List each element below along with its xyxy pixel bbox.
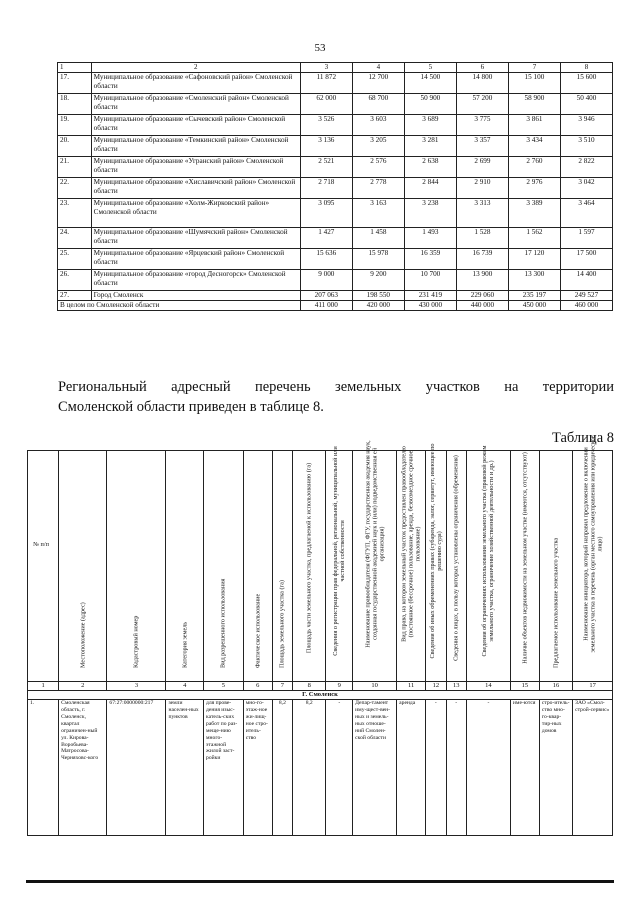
- total-value-cell: 420 000: [352, 300, 404, 310]
- value-cell: 2 844: [404, 177, 456, 198]
- column-number-cell: 17: [573, 682, 613, 691]
- column-header-cell: [446, 451, 466, 682]
- paragraph-word: Региональный: [58, 379, 147, 395]
- row-number-cell: 17.: [58, 72, 92, 93]
- column-header-text: Площадь части земельного участка, предлагаемой к использованию (га): [305, 462, 313, 654]
- data-cell: аренда: [397, 699, 426, 835]
- column-header-text: Фактическое использование: [253, 593, 261, 668]
- value-cell: 12 700: [352, 72, 404, 93]
- value-cell: 3 313: [456, 198, 508, 227]
- value-cell: 3 946: [560, 114, 612, 135]
- value-cell: 3 136: [300, 135, 352, 156]
- value-cell: 2 910: [456, 177, 508, 198]
- value-cell: 10 700: [404, 269, 456, 290]
- total-row: [58, 300, 613, 310]
- value-cell: 14 400: [560, 269, 612, 290]
- data-cell: -: [426, 699, 446, 835]
- municipality-name-cell: Муниципальное образование «Ярцевский район» Смоленской области: [91, 248, 300, 269]
- data-cell: земли населен-ных пунктов: [166, 699, 204, 835]
- column-number-cell: 2: [91, 63, 300, 73]
- paragraph-word: перечень: [254, 379, 311, 395]
- column-header-text: № п/п: [33, 541, 49, 548]
- value-cell: 2 976: [508, 177, 560, 198]
- value-cell: 3 434: [508, 135, 560, 156]
- column-header-text: Вид права, на котором земельный участок предоставлен правообладателю (постоянное (бессрочное) пользование, аренда, безвозмездное срочное пользование): [400, 445, 422, 642]
- value-cell: 58 900: [508, 93, 560, 114]
- value-cell: 15 978: [352, 248, 404, 269]
- value-cell: 198 550: [352, 290, 404, 300]
- row-number-cell: 22.: [58, 177, 92, 198]
- paragraph-word: территории: [542, 379, 614, 395]
- municipality-name-cell: Муниципальное образование «Сафоновский район» Смоленской области: [91, 72, 300, 93]
- column-header-cell: [107, 451, 166, 682]
- value-cell: 1 427: [300, 227, 352, 248]
- column-number-cell: 9: [326, 682, 353, 691]
- value-cell: 15 100: [508, 72, 560, 93]
- row-number-cell: 18.: [58, 93, 92, 114]
- column-header-cell: [466, 445, 510, 682]
- data-cell: для прове-дения изыс-катель-ских работ по раз-меще-нию много-этажной жилой заст-ройки: [204, 699, 244, 835]
- value-cell: 3 861: [508, 114, 560, 135]
- column-number-cell: 1: [58, 63, 92, 73]
- value-cell: 50 400: [560, 93, 612, 114]
- column-header-text: Вид разрешенного использования: [219, 578, 227, 668]
- table-row: [58, 290, 613, 300]
- table-row: [58, 93, 613, 114]
- column-header-text: Наличие объектов недвижимости на земельном участке (имеются, отсутствуют): [521, 452, 529, 664]
- row-number-cell: 27.: [58, 290, 92, 300]
- value-cell: 3 042: [560, 177, 612, 198]
- paragraph-word: адресный: [171, 379, 231, 395]
- paragraph-line-2: Смоленской области приведен в таблице 8.: [58, 399, 324, 415]
- column-number-cell: 3: [300, 63, 352, 73]
- column-header-cell: [243, 451, 272, 682]
- value-cell: 1 528: [456, 227, 508, 248]
- column-header-cell: [272, 451, 292, 682]
- column-number-cell: 1: [28, 682, 59, 691]
- total-value-cell: 411 000: [300, 300, 352, 310]
- value-cell: 13 300: [508, 269, 560, 290]
- data-cell: ЗАО «Смол-строй-сервис»: [573, 699, 613, 835]
- value-cell: 3 603: [352, 114, 404, 135]
- value-cell: 3 205: [352, 135, 404, 156]
- table-row: [58, 135, 613, 156]
- row-number-cell: 23.: [58, 198, 92, 227]
- column-header-cell: [573, 435, 613, 682]
- data-cell: стро-итель-ство мно-го-квар-тир-ных домов: [539, 699, 572, 835]
- value-cell: 1 597: [560, 227, 612, 248]
- municipality-name-cell: Муниципальное образование «Хиславичский район» Смоленской области: [91, 177, 300, 198]
- value-cell: 15 600: [560, 72, 612, 93]
- data-cell: 8,2: [272, 699, 292, 835]
- value-cell: 9 000: [300, 269, 352, 290]
- total-value-cell: 460 000: [560, 300, 612, 310]
- column-header-text: Площадь земельного участка (га): [278, 579, 286, 668]
- value-cell: 3 163: [352, 198, 404, 227]
- value-cell: 17 500: [560, 248, 612, 269]
- data-cell: 67:27:0000000:217: [107, 699, 166, 835]
- data-cell: -: [466, 699, 510, 835]
- page-bottom-rule: [26, 880, 614, 883]
- table-row: [28, 699, 613, 835]
- value-cell: 1 493: [404, 227, 456, 248]
- column-header-cell: [397, 445, 426, 682]
- value-cell: 15 636: [300, 248, 352, 269]
- value-cell: 9 200: [352, 269, 404, 290]
- column-number-cell: 5: [404, 63, 456, 73]
- total-value-cell: 430 000: [404, 300, 456, 310]
- column-number-cell: 11: [397, 682, 426, 691]
- value-cell: 3 464: [560, 198, 612, 227]
- row-number-cell: 20.: [58, 135, 92, 156]
- section-title-cell: Г. Смоленск: [28, 690, 613, 699]
- value-cell: 3 510: [560, 135, 612, 156]
- value-cell: 2 778: [352, 177, 404, 198]
- paragraph-word: участков: [425, 379, 480, 395]
- row-number-cell: 19.: [58, 114, 92, 135]
- column-number-cell: 8: [293, 682, 326, 691]
- table-7-header-row: [58, 63, 613, 73]
- value-cell: 231 419: [404, 290, 456, 300]
- paragraph-word: на: [504, 379, 519, 395]
- value-cell: 207 063: [300, 290, 352, 300]
- row-number-cell: 24.: [58, 227, 92, 248]
- row-number-cell: 25.: [58, 248, 92, 269]
- value-cell: 16 359: [404, 248, 456, 269]
- municipality-name-cell: Муниципальное образование «Темкинский район» Смоленской области: [91, 135, 300, 156]
- municipality-name-cell: Город Смоленск: [91, 290, 300, 300]
- page-number: 53: [314, 42, 326, 54]
- column-number-cell: 15: [510, 682, 539, 691]
- column-number-cell: 12: [426, 682, 446, 691]
- column-number-cell: 13: [446, 682, 466, 691]
- table-row: [58, 198, 613, 227]
- value-cell: 2 699: [456, 156, 508, 177]
- column-header-text: Кадастровый номер: [132, 615, 140, 668]
- column-number-cell: 5: [204, 682, 244, 691]
- municipality-name-cell: Муниципальное образование «Холм-Жирковский район» Смоленской области: [91, 198, 300, 227]
- column-header-text: Предлагаемое использование земельного участка: [552, 537, 560, 668]
- column-header-text: Местоположение (адрес): [79, 601, 87, 668]
- value-cell: 16 739: [456, 248, 508, 269]
- column-header-cell: [204, 451, 244, 682]
- table-7-continuation: [57, 62, 613, 311]
- value-cell: 1 562: [508, 227, 560, 248]
- value-cell: 3 689: [404, 114, 456, 135]
- value-cell: 57 200: [456, 93, 508, 114]
- column-number-cell: 7: [272, 682, 292, 691]
- table-8-number-row: [28, 682, 613, 691]
- column-number-cell: 6: [456, 63, 508, 73]
- total-value-cell: 440 000: [456, 300, 508, 310]
- column-header-text: Категория земель: [181, 621, 189, 668]
- value-cell: 14 800: [456, 72, 508, 93]
- data-cell: 1.: [28, 699, 59, 835]
- data-cell: Смоленская область, г. Смоленск, квартал ограничен-ный ул. Кирова-Воробьева-Матросова-Черняховс-кого: [59, 699, 107, 835]
- data-cell: -: [446, 699, 466, 835]
- column-header-text: Сведения об ограничениях использования земельного участка (правовой режим земельного участка, ограничение хозяйственной деятельности и др.): [481, 445, 496, 657]
- column-number-cell: 4: [352, 63, 404, 73]
- value-cell: 11 872: [300, 72, 352, 93]
- value-cell: 3 095: [300, 198, 352, 227]
- value-cell: 13 900: [456, 269, 508, 290]
- value-cell: 3 281: [404, 135, 456, 156]
- data-cell: мно-го-этаж-ное жи-лищ-ное стро-итель-ство: [243, 699, 272, 835]
- column-header-text: Сведения о регистрации прав федеральной, региональной, муниципальной или частной собственности: [332, 446, 347, 656]
- column-header-cell: [28, 451, 59, 682]
- value-cell: 2 760: [508, 156, 560, 177]
- total-label-cell: В целом по Смоленской области: [58, 300, 301, 310]
- table-row: [58, 269, 613, 290]
- value-cell: 68 700: [352, 93, 404, 114]
- value-cell: 3 775: [456, 114, 508, 135]
- municipality-name-cell: Муниципальное образование «Шумячский район» Смоленской области: [91, 227, 300, 248]
- column-header-text: Сведения о лицах, в пользу которых установлены ограничения (обременения): [452, 455, 460, 661]
- table-8-caption: Таблица 8: [551, 430, 614, 446]
- value-cell: 3 389: [508, 198, 560, 227]
- paragraph-word: земельных: [334, 379, 402, 395]
- table-row: [58, 114, 613, 135]
- column-number-cell: 2: [59, 682, 107, 691]
- table-row: [58, 156, 613, 177]
- section-row: [28, 690, 613, 699]
- value-cell: 235 197: [508, 290, 560, 300]
- column-header-cell: [59, 451, 107, 682]
- column-number-cell: 14: [466, 682, 510, 691]
- column-header-text: Наименование инициатора, который направил предложение о включении земельного участка в перечень (орган местного самоуправления или юридическое лицо): [581, 435, 604, 653]
- value-cell: 3 238: [404, 198, 456, 227]
- column-header-cell: [353, 439, 397, 682]
- municipality-name-cell: Муниципальное образование «Смоленский район» Смоленской области: [91, 93, 300, 114]
- data-cell: -: [326, 699, 353, 835]
- column-header-text: Наименование правообладателя (ФГУП, ФГУ, государственная академия наук, созданная государственной академией наук и (или) подведомственная ей организация): [363, 439, 386, 648]
- column-number-cell: 4: [166, 682, 204, 691]
- municipality-name-cell: Муниципальное образование «город Десногорск» Смоленской области: [91, 269, 300, 290]
- column-number-cell: 16: [539, 682, 572, 691]
- data-cell: име-ются: [510, 699, 539, 835]
- municipality-name-cell: Муниципальное образование «Сычевский район» Смоленской области: [91, 114, 300, 135]
- value-cell: 2 576: [352, 156, 404, 177]
- table-row: [58, 227, 613, 248]
- column-header-cell: [326, 446, 353, 682]
- paragraph: [58, 377, 614, 417]
- data-cell: Депар-тамент иму-щест-вен-ных и земель-ных отноше-ний Смолен-ской области: [353, 699, 397, 835]
- paragraph-line-1: [58, 377, 614, 397]
- column-number-cell: 6: [243, 682, 272, 691]
- value-cell: 229 060: [456, 290, 508, 300]
- value-cell: 17 120: [508, 248, 560, 269]
- value-cell: 3 526: [300, 114, 352, 135]
- table-row: [58, 177, 613, 198]
- column-number-cell: 8: [560, 63, 612, 73]
- data-cell: 8,2: [293, 699, 326, 835]
- value-cell: 62 000: [300, 93, 352, 114]
- total-value-cell: 450 000: [508, 300, 560, 310]
- value-cell: 3 357: [456, 135, 508, 156]
- value-cell: 2 822: [560, 156, 612, 177]
- row-number-cell: 21.: [58, 156, 92, 177]
- value-cell: 2 521: [300, 156, 352, 177]
- column-header-text: Сведения об иных обременениях правах (субаренда, залог, сервитут, имеющее по решению суда): [428, 443, 443, 659]
- column-number-cell: 3: [107, 682, 166, 691]
- table-8-header-row: [28, 451, 613, 682]
- value-cell: 249 527: [560, 290, 612, 300]
- column-header-cell: [293, 451, 326, 682]
- value-cell: 50 900: [404, 93, 456, 114]
- column-header-cell: [426, 443, 446, 682]
- table-row: [58, 72, 613, 93]
- value-cell: 2 638: [404, 156, 456, 177]
- column-header-cell: [510, 451, 539, 682]
- column-header-cell: [166, 451, 204, 682]
- column-number-cell: 7: [508, 63, 560, 73]
- value-cell: 1 458: [352, 227, 404, 248]
- table-row: [58, 248, 613, 269]
- value-cell: 14 500: [404, 72, 456, 93]
- row-number-cell: 26.: [58, 269, 92, 290]
- column-header-cell: [539, 451, 572, 682]
- column-number-cell: 10: [353, 682, 397, 691]
- municipality-name-cell: Муниципальное образование «Угранский район» Смоленской области: [91, 156, 300, 177]
- value-cell: 2 718: [300, 177, 352, 198]
